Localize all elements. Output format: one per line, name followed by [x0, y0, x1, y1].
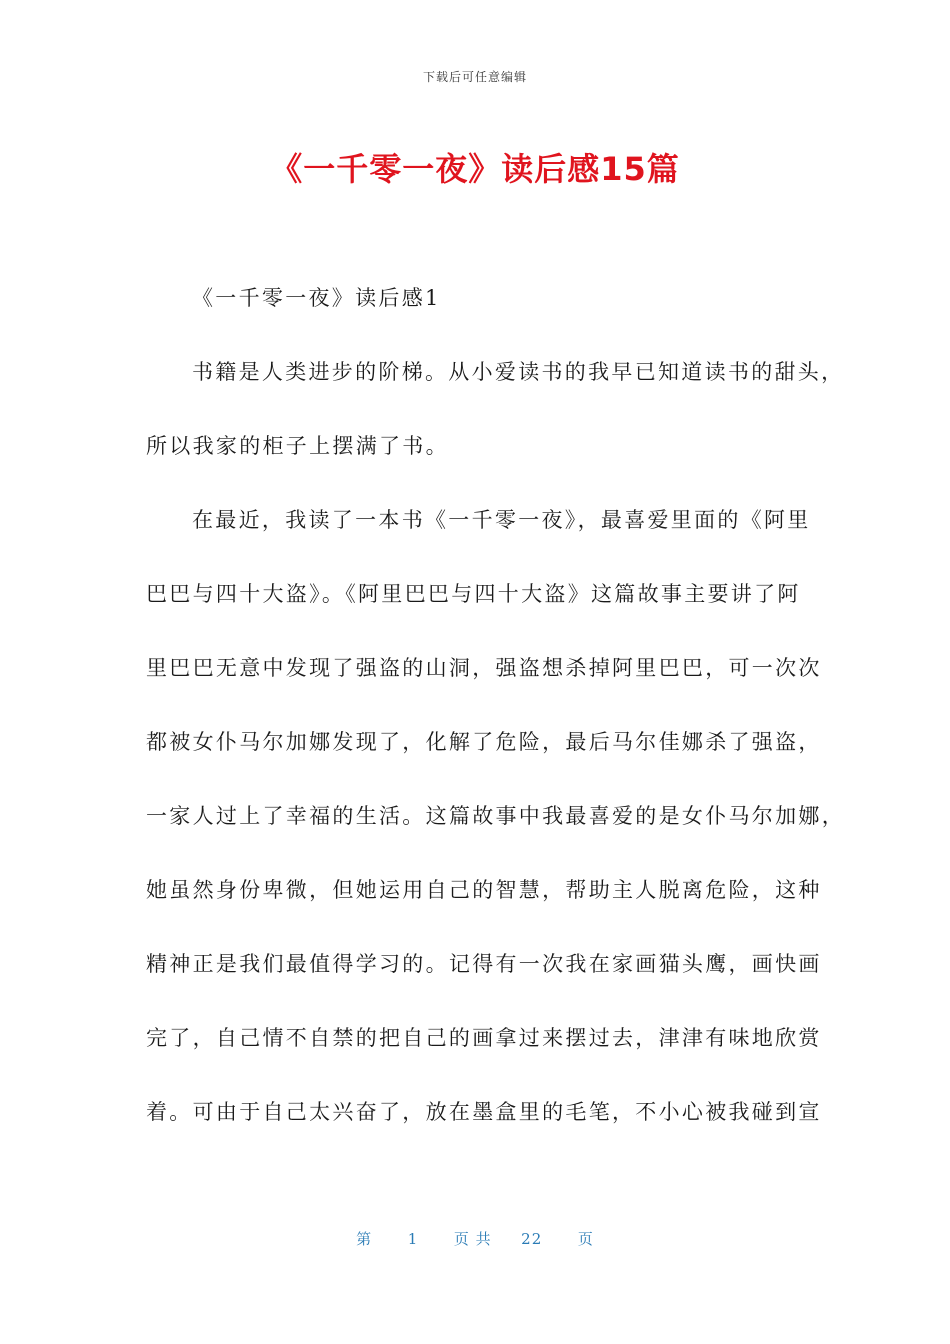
paragraph-line: 她虽然身份卑微，但她运用自己的智慧，帮助主人脱离危险，这种 — [146, 878, 822, 902]
paragraph-line: 都被女仆马尔加娜发现了，化解了危险，最后马尔佳娜杀了强盗， — [146, 730, 822, 754]
paragraph-line: 精神正是我们最值得学习的。记得有一次我在家画猫头鹰，画快画 — [146, 952, 822, 976]
document-body — [146, 278, 845, 1166]
current-page-number: 1 — [407, 1230, 419, 1248]
footer-suffix: 页 — [577, 1230, 594, 1248]
footer-middle: 页 共 — [453, 1230, 492, 1248]
paragraph-line: 一家人过上了幸福的生活。这篇故事中我最喜爱的是女仆马尔加娜， — [146, 804, 845, 828]
section-heading: 《一千零一夜》读后感1 — [192, 286, 441, 310]
paragraph-line: 书籍是人类进步的阶梯。从小爱读书的我早已知道读书的甜头， — [192, 360, 845, 384]
paragraph-line: 完了，自己情不自禁的把自己的画拿过来摆过去，津津有味地欣赏 — [146, 1026, 822, 1050]
document-title: 《一千零一夜》读后感15篇 — [270, 150, 680, 188]
paragraph-line: 所以我家的柜子上摆满了书。 — [146, 434, 449, 458]
page-number-footer — [0, 1228, 950, 1249]
header-note: 下载后可任意编辑 — [422, 70, 527, 84]
paragraph-line: 着。可由于自己太兴奋了，放在墨盒里的毛笔，不小心被我碰到宣 — [146, 1100, 822, 1124]
paragraph-line: 巴巴与四十大盗》。《阿里巴巴与四十大盗》这篇故事主要讲了阿 — [146, 582, 801, 606]
paragraph-line: 在最近，我读了一本书《一千零一夜》，最喜爱里面的《阿里 — [192, 508, 811, 532]
paragraph-line: 里巴巴无意中发现了强盗的山洞，强盗想杀掉阿里巴巴，可一次次 — [146, 656, 822, 680]
footer-prefix: 第 — [356, 1230, 373, 1248]
total-page-count: 22 — [521, 1230, 543, 1248]
